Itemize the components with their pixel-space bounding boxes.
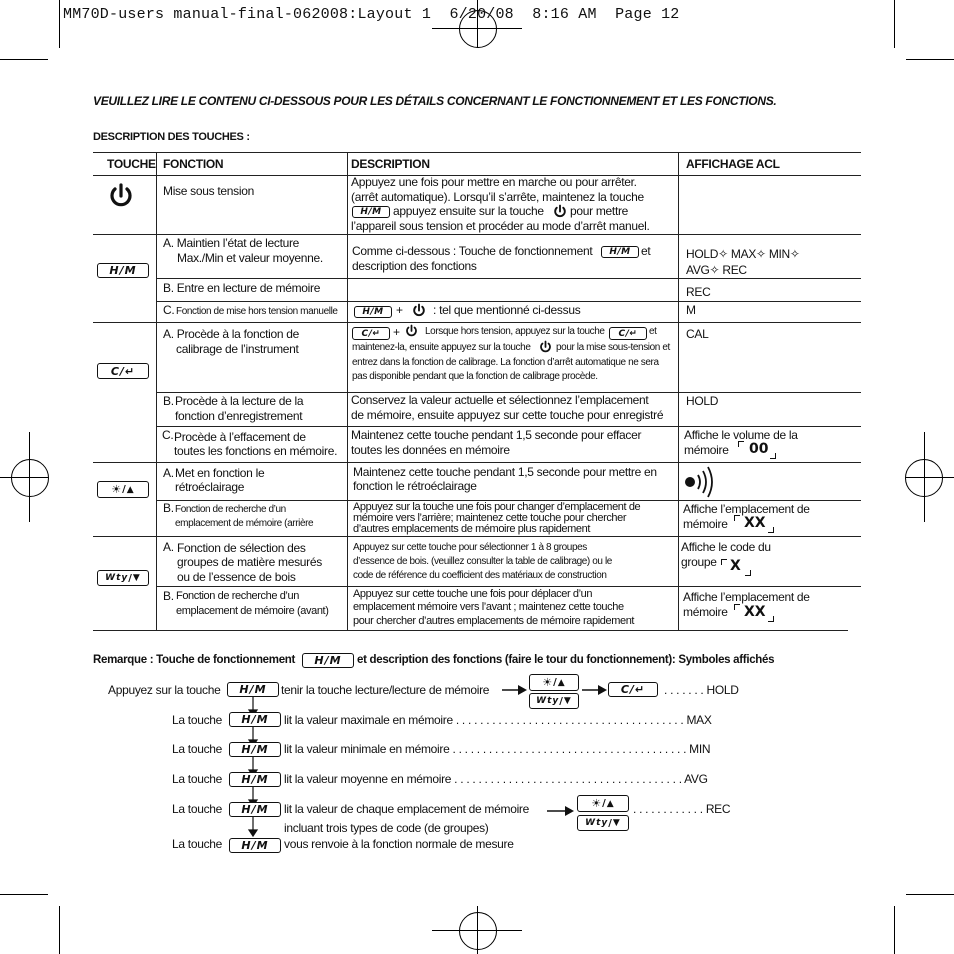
cal-a-desc2a: maintenez-la, ensuite appuyez sur la touche — [352, 342, 531, 353]
light-b-lcd1: Affiche l’emplacement de — [683, 502, 810, 516]
crop-mark — [59, 906, 60, 954]
arrow-right-icon — [545, 803, 575, 819]
power-desc-line1: Appuyez une fois pour mettre en marche ou pour arrêter. — [351, 175, 637, 189]
backlight-icon: ☀ — [542, 676, 554, 689]
wood-b-lcd2: mémoire — [683, 605, 728, 619]
table-rule — [93, 536, 861, 537]
power-icon-inline — [412, 303, 426, 318]
flow-row1-end: . . . . . . . HOLD — [664, 683, 739, 697]
cal-a-desc1: Lorsque hors tension, appuyez sur la touche — [425, 326, 605, 337]
power-desc-line2: (arrêt automatique). Lorsqu’il s’arrête, maintenez la touche — [351, 190, 644, 204]
cal-c-desc2: toutes les données en mémoire — [351, 443, 510, 457]
hm-a-desc1b: et — [641, 244, 651, 258]
light-b-prefix: B. — [163, 501, 174, 515]
arrow-right-icon — [500, 682, 528, 698]
table-rule — [93, 630, 848, 631]
registration-line — [477, 906, 478, 954]
registration-mark-left — [11, 459, 49, 497]
flow-row3-text: lit la valeur minimale en mémoire . . . . . . . . . . . . . . . . . . . . . . . . . . . . . . . . . . . . . . . MIN — [284, 742, 711, 756]
power-desc-line3b: pour mettre — [570, 204, 629, 218]
down-triangle-icon: ▼ — [563, 696, 572, 706]
key-slash: / — [122, 484, 127, 495]
hm-key-flow: H/M — [229, 742, 281, 757]
hm-c-prefix: C. — [163, 303, 175, 317]
cal-c-lcd2: mémoire — [684, 443, 729, 457]
crop-mark — [906, 894, 954, 895]
registration-mark-bottom — [459, 912, 497, 950]
light-b-desc3: d’autres emplacements de mémoire plus rapidement — [353, 523, 590, 535]
hm-key-flow: H/M — [229, 712, 281, 727]
power-key-icon — [108, 182, 134, 210]
cal-b-lcd: HOLD — [686, 394, 719, 408]
flow-row5-lead: La touche — [172, 802, 223, 816]
wood-b-prefix: B. — [163, 589, 174, 603]
light-b-desc1: Appuyez sur la touche une fois pour changer d’emplacement de — [353, 501, 641, 513]
cal-b-prefix: B. — [163, 394, 174, 408]
col-header-function: FONCTION — [163, 157, 224, 171]
lcd-bracket — [738, 441, 744, 447]
cal-a-lcd: CAL — [686, 327, 709, 341]
light-b-label2: emplacement de mémoire (arrière — [175, 518, 314, 529]
arrow-right-icon — [580, 682, 608, 698]
table-rule — [157, 426, 861, 427]
flow-row1-lead: Appuyez sur la touche — [108, 683, 221, 697]
col-header-key: TOUCHE — [107, 157, 156, 171]
registration-line — [0, 477, 48, 478]
up-triangle-icon: ▲ — [126, 484, 135, 495]
lcd-bracket — [721, 559, 727, 565]
table-rule — [93, 322, 861, 323]
key-slash: / — [608, 817, 613, 829]
table-rule — [157, 301, 861, 302]
lcd-bracket — [768, 527, 774, 533]
power-icon-inline — [539, 340, 552, 354]
crop-mark — [0, 894, 48, 895]
hm-key-inline: H/M — [352, 206, 390, 218]
cal-a-desc4: pas disponible pendant que la fonction de calibrage procède. — [352, 371, 598, 382]
table-rule — [157, 586, 861, 587]
backlight-icon: ☀ — [111, 483, 123, 496]
hm-a-label: A. Maintien l’état de lecture — [163, 236, 300, 250]
section-title: DESCRIPTION DES TOUCHES : — [93, 131, 250, 143]
backlight-lcd-icon — [683, 465, 717, 499]
wood-a-desc3: code de référence du coefficient des matériaux de construction — [353, 570, 607, 581]
hm-key-flow: H/M — [227, 682, 279, 697]
flow-row3-lead: La touche — [172, 742, 223, 756]
hm-c-desc: : tel que mentionné ci-dessus — [433, 303, 581, 317]
lcd-group-code: X — [730, 558, 741, 574]
wood-icon: Wty — [536, 696, 560, 706]
flow-row5-end: . . . . . . . . . . . . REC — [633, 802, 731, 816]
light-b-label: Fonction de recherche d’un — [175, 504, 286, 515]
power-function: Mise sous tension — [163, 184, 254, 198]
power-icon-inline — [553, 204, 567, 219]
lcd-memory-location: XX — [744, 515, 766, 531]
backlight-icon: ☀ — [591, 797, 603, 810]
wood-b-label: Fonction de recherche d’un — [176, 590, 299, 602]
wood-a-desc1: Appuyez sur cette touche pour sélectionner 1 à 8 groupes — [353, 542, 587, 553]
key-slash: / — [559, 695, 564, 707]
hm-key-inline: H/M — [354, 306, 392, 318]
light-b-desc2: mémoire vers l’arrière; maintenez cette touche pour chercher — [353, 512, 627, 524]
crop-mark — [59, 0, 60, 48]
table-rule — [678, 152, 679, 630]
remark-suffix: et description des fonctions (faire le tour du fonctionnement): Symboles affichés — [357, 654, 775, 666]
cal-b-desc1: Conservez la valeur actuelle et sélectionnez l’emplacement — [351, 393, 649, 407]
cal-a-desc3: entrez dans la fonction de calibrage. La fonction d’arrêt automatique ne sera — [352, 357, 659, 368]
up-triangle-icon: ▲ — [606, 798, 615, 809]
wood-a-lcd1: Affiche le code du — [681, 540, 771, 554]
down-triangle-icon: ▼ — [132, 573, 141, 583]
wood-a-lcd2: groupe — [681, 555, 717, 569]
cal-c-desc1: Maintenez cette touche pendant 1,5 seconde pour effacer — [351, 428, 642, 442]
cal-c-prefix: C. — [162, 428, 174, 442]
flow-row5-text: lit la valeur de chaque emplacement de mémoire — [284, 802, 530, 816]
cal-key-flow: C/↵ — [608, 682, 658, 697]
cal-b-desc2: de mémoire, ensuite appuyez sur cette touche pour enregistré — [351, 408, 664, 422]
cal-c-lcd1: Affiche le volume de la — [684, 428, 798, 442]
table-rule — [347, 152, 348, 630]
cal-b-label: Procède à la lecture de la — [175, 394, 304, 408]
wood-a-prefix: A. — [163, 540, 174, 554]
cal-c-label2: toutes les fonctions en mémoire. — [174, 444, 338, 458]
light-a-label: Met en fonction le — [175, 466, 265, 480]
hm-key-flow: H/M — [229, 802, 281, 817]
cal-a-desc2b: pour la mise sous-tension et — [556, 342, 670, 353]
cal-a-label: A. Procède à la fonction de — [163, 327, 299, 341]
cal-key: C/↵ — [97, 363, 149, 379]
intro-heading: VEUILLEZ LIRE LE CONTENU CI-DESSOUS POUR LES DÉTAILS CONCERNANT LE FONCTIONNEMENT ET LES FONCTIONS. — [93, 94, 777, 108]
light-b-lcd2: mémoire — [683, 517, 728, 531]
lcd-bracket — [745, 570, 751, 576]
key-slash: / — [128, 572, 133, 584]
up-triangle-icon: ▲ — [557, 677, 566, 688]
wood-a-desc2: d’essence de bois. (veuillez consulter la table de calibrage) ou le — [353, 556, 612, 567]
crop-mark — [0, 59, 48, 60]
hm-key: H/M — [97, 263, 149, 278]
hm-c-label: Fonction de mise hors tension manuelle — [176, 306, 338, 317]
crop-mark — [906, 59, 954, 60]
wood-b-desc1: Appuyez sur cette touche une fois pour déplacer d’un — [353, 588, 593, 600]
lcd-bracket — [768, 616, 774, 622]
hm-a-label2: Max./Min et valeur moyenne. — [177, 251, 323, 265]
lcd-bracket — [770, 453, 776, 459]
wood-b-desc3: pour chercher d’autres emplacements de mémoire rapidement — [353, 615, 635, 627]
col-header-lcd: AFFICHAGE ACL — [686, 157, 780, 171]
table-rule — [157, 278, 861, 279]
wood-a-label: Fonction de sélection des — [177, 541, 306, 555]
print-slug: MM70D-users manual-final-062008:Layout 1 6/20/08 8:16 AM Page 12 — [63, 6, 680, 23]
table-rule — [156, 152, 157, 630]
wood-key — [97, 570, 149, 586]
registration-line — [906, 477, 954, 478]
wood-b-label2: emplacement de mémoire (avant) — [176, 605, 329, 617]
cal-a-desc1b: et — [649, 326, 657, 337]
light-key-flow — [529, 674, 579, 691]
flow-row6-lead: La touche — [172, 837, 223, 851]
col-header-description: DESCRIPTION — [351, 157, 430, 171]
light-a-prefix: A. — [163, 466, 174, 480]
table-rule — [93, 462, 861, 463]
power-desc-line4: l’appareil sous tension et procéder au mode d’arrêt manuel. — [351, 219, 650, 233]
hm-key-flow: H/M — [229, 838, 281, 853]
hm-key-inline: H/M — [601, 246, 639, 258]
flow-row4-text: lit la valeur moyenne en mémoire . . . . . . . . . . . . . . . . . . . . . . . . . . . . . . . . . . . . . . AVG — [284, 772, 708, 786]
flow-row4-lead: La touche — [172, 772, 223, 786]
wood-key-flow — [577, 815, 629, 831]
wood-b-lcd1: Affiche l’emplacement de — [683, 590, 810, 604]
table-rule — [93, 234, 861, 235]
flow-row5-text2: incluant trois types de code (de groupes) — [284, 821, 489, 835]
wood-icon: Wty — [105, 573, 129, 583]
plus-sign: + — [396, 303, 403, 317]
power-icon-inline — [405, 324, 418, 338]
wood-icon: Wty — [585, 818, 609, 828]
key-slash: / — [602, 798, 607, 809]
wood-a-label2: groupes de matière mesurés — [177, 555, 322, 569]
wood-b-desc2: emplacement mémoire vers l’avant ; maintenez cette touche — [353, 601, 624, 613]
key-slash: / — [553, 677, 558, 688]
hm-a-desc2: description des fonctions — [352, 259, 477, 273]
cal-b-label2: fonction d’enregistrement — [175, 409, 303, 423]
wood-key-flow — [529, 693, 579, 709]
light-key — [97, 481, 149, 498]
lcd-bracket — [734, 604, 740, 610]
light-a-label2: rétroéclairage — [175, 480, 245, 494]
flow-row6-text: vous renvoie à la fonction normale de mesure — [284, 837, 514, 851]
cal-key-inline: C/↵ — [609, 327, 647, 340]
registration-line — [924, 432, 925, 522]
cal-a-label2: calibrage de l’instrument — [176, 342, 299, 356]
remark-prefix: Remarque : Touche de fonctionnement — [93, 654, 296, 666]
hm-b-label: B. Entre en lecture de mémoire — [163, 281, 321, 295]
light-key-flow — [577, 795, 629, 812]
light-a-desc2: fonction le rétroéclairage — [353, 479, 477, 493]
cal-key-inline: C/↵ — [352, 327, 390, 340]
down-triangle-icon: ▼ — [612, 818, 621, 828]
flow-row2-lead: La touche — [172, 713, 223, 727]
plus-sign: + — [393, 325, 400, 339]
power-desc-line3a: appuyez ensuite sur la touche — [393, 204, 544, 218]
hm-a-desc1: Comme ci-dessous : Touche de fonctionnement — [352, 244, 593, 258]
lcd-memory-volume: 00 — [749, 441, 769, 457]
crop-mark — [894, 0, 895, 48]
flow-row2-text: lit la valeur maximale en mémoire . . . . . . . . . . . . . . . . . . . . . . . . . . . . . . . . . . . . . . MAX — [284, 713, 712, 727]
lcd-memory-location: XX — [744, 604, 766, 620]
wood-a-label3: ou de l’essence de bois — [177, 570, 296, 584]
registration-line — [29, 432, 30, 522]
cal-c-label: Procède à l’effacement de — [174, 430, 306, 444]
hm-a-lcd1: HOLD✧ MAX✧ MIN✧ — [686, 247, 800, 261]
hm-c-lcd: M — [686, 303, 696, 317]
table-rule — [93, 152, 861, 153]
crop-mark — [894, 906, 895, 954]
hm-a-lcd2: AVG✧ REC — [686, 263, 747, 277]
light-a-desc1: Maintenez cette touche pendant 1,5 seconde pour mettre en — [353, 465, 657, 479]
hm-key-inline: H/M — [302, 653, 354, 668]
lcd-bracket — [734, 515, 740, 521]
hm-key-flow: H/M — [229, 772, 281, 787]
hm-b-lcd: REC — [686, 285, 711, 299]
flow-row1-text: tenir la touche lecture/lecture de mémoire — [281, 683, 490, 697]
